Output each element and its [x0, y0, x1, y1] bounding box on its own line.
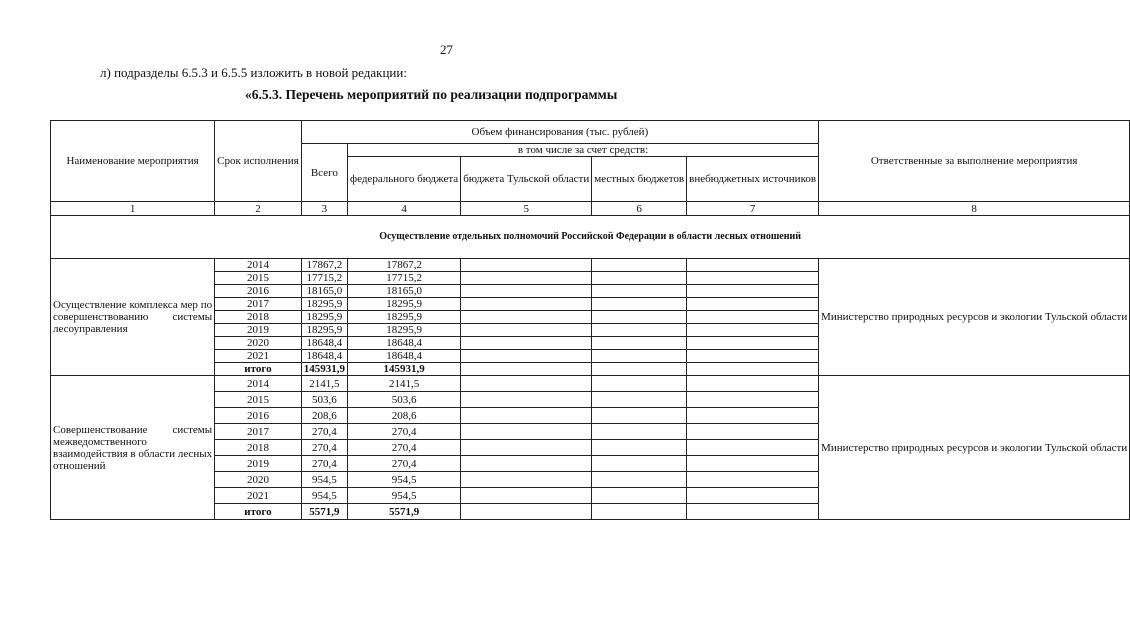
total-cell: 18295,9 [301, 311, 347, 324]
local-cell [592, 392, 687, 408]
extrabudget-cell [687, 472, 819, 488]
local-cell [592, 408, 687, 424]
column-number: 5 [461, 202, 592, 216]
page-number: 27 [440, 42, 453, 57]
year-cell: 2021 [215, 488, 302, 504]
regional-cell [461, 392, 592, 408]
activity-name-line: Совершенствование системы [53, 423, 213, 436]
federal-cell: 954,5 [347, 472, 460, 488]
year-cell: 2016 [215, 408, 302, 424]
extrabudget-cell [687, 259, 819, 272]
regional-cell [461, 456, 592, 472]
regional-cell [461, 298, 592, 311]
extrabudget-cell [687, 488, 819, 504]
extrabudget-cell [687, 392, 819, 408]
local-cell [592, 504, 687, 520]
extrabudget-cell [687, 311, 819, 324]
regional-cell [461, 376, 592, 392]
local-cell [592, 376, 687, 392]
local-cell [592, 424, 687, 440]
extrabudget-cell [687, 350, 819, 363]
local-cell [592, 472, 687, 488]
local-cell [592, 285, 687, 298]
responsible-cell: Министерство природных ресурсов и экологии Тульской области [819, 259, 1130, 376]
header-including: в том числе за счет средств: [347, 144, 818, 157]
column-numbers-row [51, 202, 1130, 216]
regional-cell [461, 440, 592, 456]
year-cell: 2017 [215, 298, 302, 311]
federal-cell: 18648,4 [347, 337, 460, 350]
extrabudget-cell [687, 272, 819, 285]
header-responsible: Ответственные за выполнение мероприятия [819, 121, 1130, 202]
regional-cell [461, 363, 592, 376]
activity-name [51, 259, 215, 376]
total-cell: 503,6 [301, 392, 347, 408]
local-cell [592, 488, 687, 504]
total-cell: 18295,9 [301, 324, 347, 337]
federal-cell: 208,6 [347, 408, 460, 424]
regional-cell [461, 259, 592, 272]
total-cell: 18165,0 [301, 285, 347, 298]
activity-name-line: Осуществление комплекса мер по [53, 299, 213, 311]
extrabudget-cell [687, 440, 819, 456]
regional-cell [461, 424, 592, 440]
federal-cell: 18648,4 [347, 350, 460, 363]
federal-cell: 270,4 [347, 456, 460, 472]
regional-cell [461, 472, 592, 488]
regional-cell [461, 337, 592, 350]
local-cell [592, 337, 687, 350]
extrabudget-cell [687, 337, 819, 350]
local-cell [592, 272, 687, 285]
federal-cell: 17715,2 [347, 272, 460, 285]
activity-name [51, 376, 215, 520]
column-number: 4 [347, 202, 460, 216]
federal-cell: 270,4 [347, 424, 460, 440]
year-cell: 2019 [215, 456, 302, 472]
header-funding: Объем финансирования (тыс. рублей) [301, 121, 818, 144]
regional-cell [461, 350, 592, 363]
total-cell: 17867,2 [301, 259, 347, 272]
local-cell [592, 350, 687, 363]
intro-text: л) подразделы 6.5.3 и 6.5.5 изложить в новой редакции: [100, 65, 407, 80]
header-extrabudget: внебюджетных источников [687, 157, 819, 202]
total-cell: 17715,2 [301, 272, 347, 285]
header-local: местных бюджетов [592, 157, 687, 202]
federal-cell: 18295,9 [347, 311, 460, 324]
total-cell: 2141,5 [301, 376, 347, 392]
table-row [51, 259, 1130, 272]
extrabudget-cell [687, 285, 819, 298]
federal-cell: 503,6 [347, 392, 460, 408]
year-cell: итого [215, 363, 302, 376]
header-regional: бюджета Тульской области [461, 157, 592, 202]
column-number: 1 [51, 202, 215, 216]
year-cell: 2015 [215, 392, 302, 408]
extrabudget-cell [687, 298, 819, 311]
section-heading: «6.5.3. Перечень мероприятий по реализации подпрограммы [245, 87, 618, 102]
federal-cell: 954,5 [347, 488, 460, 504]
federal-cell: 18165,0 [347, 285, 460, 298]
table-row [51, 376, 1130, 392]
year-cell: итого [215, 504, 302, 520]
year-cell: 2015 [215, 272, 302, 285]
total-cell: 18648,4 [301, 337, 347, 350]
regional-cell [461, 311, 592, 324]
column-number: 3 [301, 202, 347, 216]
regional-cell [461, 408, 592, 424]
federal-cell: 5571,9 [347, 504, 460, 520]
header-name: Наименование мероприятия [51, 121, 215, 202]
year-cell: 2014 [215, 376, 302, 392]
responsible-cell: Министерство природных ресурсов и экологии Тульской области [819, 376, 1130, 520]
extrabudget-cell [687, 504, 819, 520]
year-cell: 2017 [215, 424, 302, 440]
activity-name-line: совершенствованию системы [53, 311, 213, 323]
local-cell [592, 324, 687, 337]
activity-name-line: межведомственного [53, 435, 147, 448]
extrabudget-cell [687, 324, 819, 337]
total-cell: 208,6 [301, 408, 347, 424]
extrabudget-cell [687, 376, 819, 392]
regional-cell [461, 285, 592, 298]
year-cell: 2016 [215, 285, 302, 298]
local-cell [592, 456, 687, 472]
total-cell: 270,4 [301, 424, 347, 440]
regional-cell [461, 488, 592, 504]
activities-table [50, 120, 1130, 520]
total-cell: 954,5 [301, 488, 347, 504]
column-number: 2 [215, 202, 302, 216]
federal-cell: 18295,9 [347, 298, 460, 311]
column-number: 8 [819, 202, 1130, 216]
extrabudget-cell [687, 363, 819, 376]
local-cell [592, 298, 687, 311]
extrabudget-cell [687, 456, 819, 472]
regional-cell [461, 324, 592, 337]
total-cell: 270,4 [301, 456, 347, 472]
federal-cell: 270,4 [347, 440, 460, 456]
year-cell: 2020 [215, 472, 302, 488]
column-number: 6 [592, 202, 687, 216]
extrabudget-cell [687, 408, 819, 424]
total-cell: 18648,4 [301, 350, 347, 363]
year-cell: 2019 [215, 324, 302, 337]
extrabudget-cell [687, 424, 819, 440]
activity-name-line: взаимодействия в области лесных [53, 447, 213, 460]
federal-cell: 18295,9 [347, 324, 460, 337]
total-cell: 18295,9 [301, 298, 347, 311]
header-term: Срок исполнения [215, 121, 302, 202]
regional-cell [461, 272, 592, 285]
regional-cell [461, 504, 592, 520]
local-cell [592, 363, 687, 376]
header-total: Всего [301, 144, 347, 202]
header-federal: федерального бюджета [347, 157, 460, 202]
activity-name-line: лесоуправления [53, 323, 128, 335]
year-cell: 2018 [215, 440, 302, 456]
local-cell [592, 440, 687, 456]
activity-name-line: отношений [53, 459, 106, 472]
year-cell: 2014 [215, 259, 302, 272]
federal-cell: 2141,5 [347, 376, 460, 392]
section-title: Осуществление отдельных полномочий Российской Федерации в области лесных отношений [51, 216, 1130, 259]
year-cell: 2020 [215, 337, 302, 350]
total-cell: 270,4 [301, 440, 347, 456]
total-cell: 954,5 [301, 472, 347, 488]
local-cell [592, 311, 687, 324]
federal-cell: 145931,9 [347, 363, 460, 376]
local-cell [592, 259, 687, 272]
year-cell: 2018 [215, 311, 302, 324]
column-number: 7 [687, 202, 819, 216]
total-cell: 5571,9 [301, 504, 347, 520]
year-cell: 2021 [215, 350, 302, 363]
federal-cell: 17867,2 [347, 259, 460, 272]
total-cell: 145931,9 [301, 363, 347, 376]
